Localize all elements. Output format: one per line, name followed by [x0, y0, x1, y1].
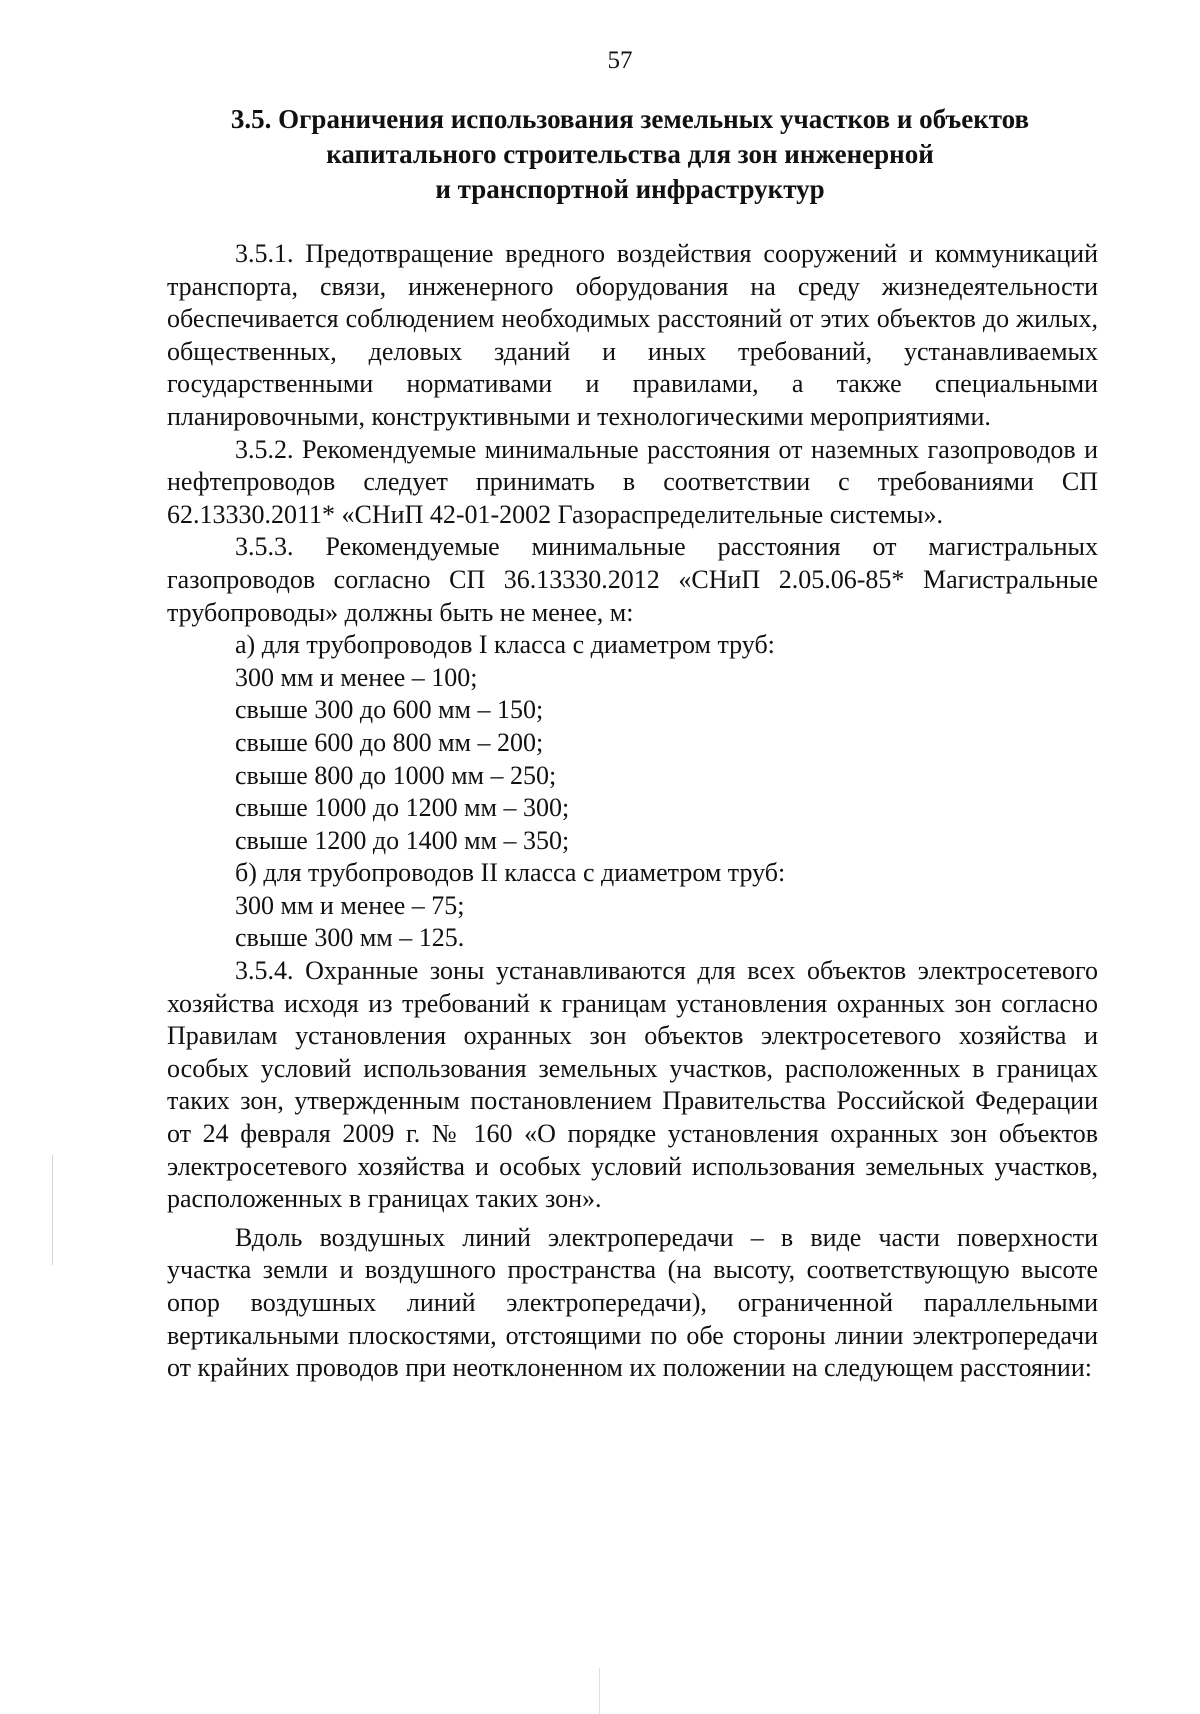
list-item: свыше 600 до 800 мм – 200; — [235, 727, 544, 757]
paragraph-number: 3.5.2. — [235, 434, 294, 464]
paragraph-3-5-3 — [167, 531, 1098, 629]
scan-margin-mark — [52, 1155, 53, 1265]
list-item: б) для трубопроводов II класса с диаметром труб: — [235, 858, 786, 888]
heading-line-3: и транспортной инфраструктур — [435, 174, 825, 204]
paragraph-number: 3.5.1. — [235, 239, 294, 268]
list-item: 300 мм и менее – 75; — [235, 890, 465, 920]
list-item: свыше 1200 до 1400 мм – 350; — [235, 825, 570, 855]
list-item: свыше 800 до 1000 мм – 250; — [235, 760, 557, 790]
paragraph-3-5-1 — [167, 238, 1098, 434]
list-item: 300 мм и менее – 100; — [235, 662, 478, 692]
list-item: свыше 300 мм – 125. — [235, 923, 465, 953]
paragraph-text: Рекомендуемые минимальные расстояния от наземных газопроводов и нефтепроводов следует принимать в соответствии с требованиями СП 62.13330.2011* «СНиП 42-01-2002 Газораспределительные системы». — [167, 434, 1099, 529]
list-item: а) для трубопроводов I класса с диаметром труб: — [235, 630, 775, 660]
page-number: 57 — [607, 47, 633, 74]
paragraph-number: 3.5.4. — [235, 956, 294, 986]
heading-line-1: 3.5. Ограничения использования земельных участков и объектов — [230, 104, 1030, 134]
heading-line-2: капитального строительства для зон инженерной — [326, 139, 934, 169]
paragraph-text: Рекомендуемые минимальные расстояния от магистральных газопроводов согласно СП 36.13330.2012 «СНиП 2.05.06-85* Магистральные трубопроводы» должны быть не менее, м: — [167, 532, 1098, 627]
paragraph-text: Охранные зоны устанавливаются для всех объектов электросетевого хозяйства исходя из требований к границам установления охранных зон согласно Правилам установления охранных зон объектов электросетевого хозяйства и особых условий использования земельных участков, расположенных в границах таких зон, утвержденным постановлением Правительства Российской Федерации от 24 февраля 2009 г. № 160 «О порядке установления охранных зон объектов электросетевого хозяйства и особых условий использования земельных участков, расположенных в границах таких зон». — [167, 956, 1098, 1214]
paragraph-power-lines: Вдоль воздушных линий электропередачи – в виде части поверхности участка земли и воздушного пространства (на высоту, соответствующую высоте опор воздушных линий электропередачи), ограниченной параллельными вертикальными плоскостями, отстоящими по обе стороны линии электропередачи от крайних проводов при неотклоненном их положении на следующем расстоянии: — [167, 1222, 1098, 1383]
section-heading — [160, 102, 1100, 207]
paragraph-number: 3.5.3. — [235, 532, 294, 562]
list-item: свыше 300 до 600 мм – 150; — [235, 695, 544, 725]
list-item: свыше 1000 до 1200 мм – 300; — [235, 793, 570, 823]
paragraph-3-5-4 — [167, 955, 1098, 1216]
document-body — [167, 238, 1098, 1385]
paragraph-text: Предотвращение вредного воздействия сооружений и коммуникаций транспорта, связи, инженерного оборудования на среду жизнедеятельности обеспечивается соблюдением необходимых расстояний от этих объектов до жилых, общественных, деловых зданий и иных требований, устанавливаемых государственными нормативами и правилами, а также специальными планировочными, конструктивными и технологическими мероприятиями. — [167, 239, 1098, 431]
paragraph-3-5-2 — [167, 434, 1098, 532]
distance-list — [167, 629, 1098, 955]
scan-fold-mark — [599, 1668, 600, 1714]
